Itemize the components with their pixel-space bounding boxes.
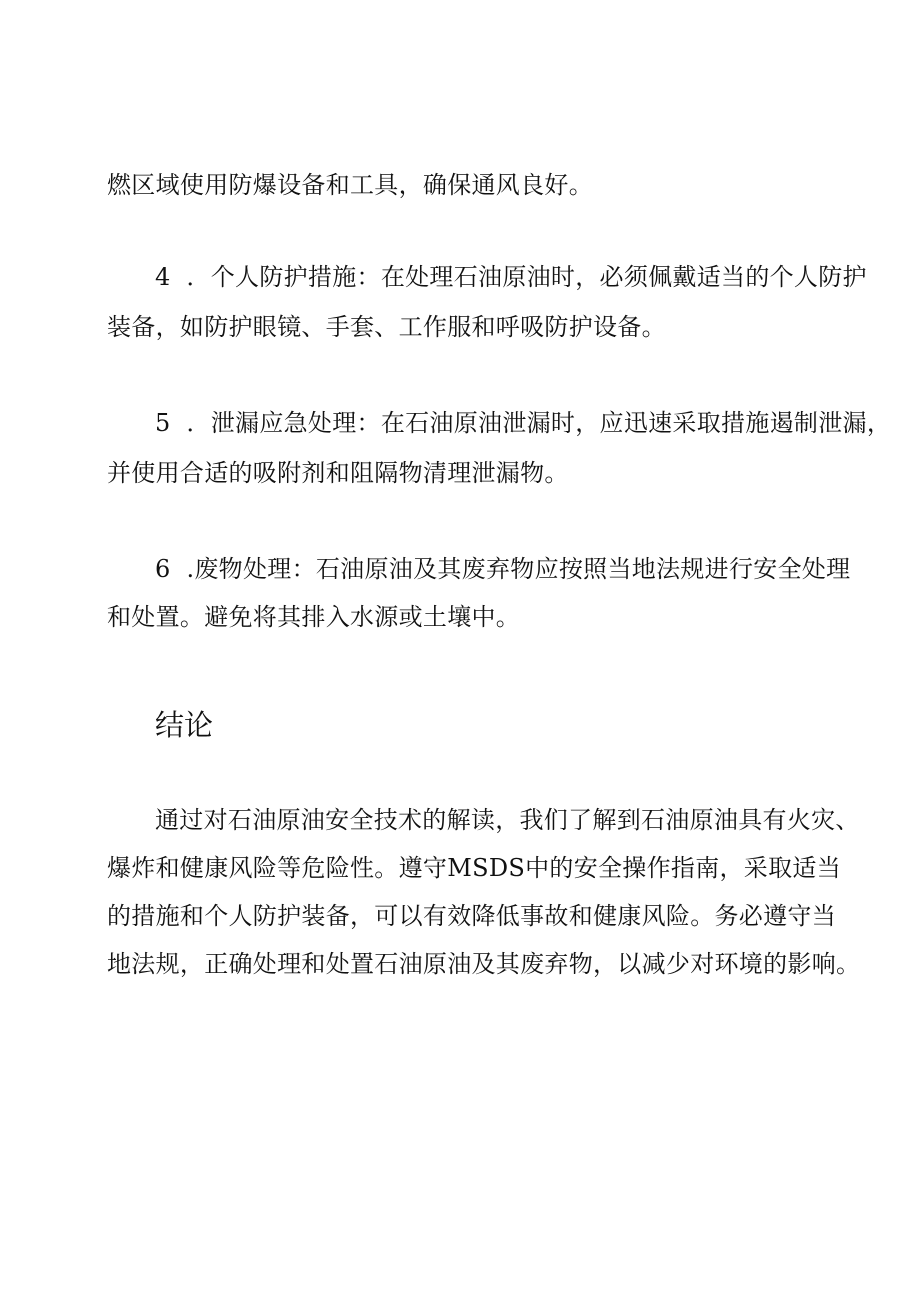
- list-item-6-text: .废物处理：石油原油及其废弃物应按照当地法规进行安全处理: [186, 555, 851, 583]
- conclusion-heading: 结论: [155, 708, 214, 742]
- conclusion-line-2: 爆炸和健康风险等危险性。遵守MSDS中的安全操作指南，采取适当: [107, 854, 841, 882]
- continuation-line: 燃区域使用防爆设备和工具，确保通风良好。: [107, 171, 593, 199]
- list-item-5-number: 5: [155, 409, 171, 437]
- list-item-4-text: ．个人防护措施：在处理石油原油时，必须佩戴适当的个人防护: [186, 263, 867, 291]
- conclusion-line-3: 的措施和个人防护装备，可以有效降低事故和健康风险。务必遵守当: [107, 902, 836, 930]
- list-item-6-line-2: 和处置。避免将其排入水源或土壤中。: [107, 603, 521, 631]
- list-item-6-line-1: [155, 554, 850, 584]
- list-item-5-line-1: [155, 408, 891, 438]
- list-item-4-line-2: 装备，如防护眼镜、手套、工作服和呼吸防护设备。: [107, 313, 666, 341]
- conclusion-line-1: 通过对石油原油安全技术的解读，我们了解到石油原油具有火灾、: [155, 806, 860, 834]
- list-item-4-line-1: [155, 262, 867, 292]
- list-item-6-number: 6: [155, 555, 171, 583]
- list-item-5-text: ．泄漏应急处理：在石油原油泄漏时，应迅速采取措施遏制泄漏，: [186, 409, 892, 437]
- list-item-4-number: 4: [155, 263, 171, 291]
- list-item-5-line-2: 并使用合适的吸附剂和阻隔物清理泄漏物。: [107, 459, 569, 487]
- conclusion-line-4: 地法规，正确处理和处置石油原油及其废弃物，以减少对环境的影响。: [107, 950, 861, 978]
